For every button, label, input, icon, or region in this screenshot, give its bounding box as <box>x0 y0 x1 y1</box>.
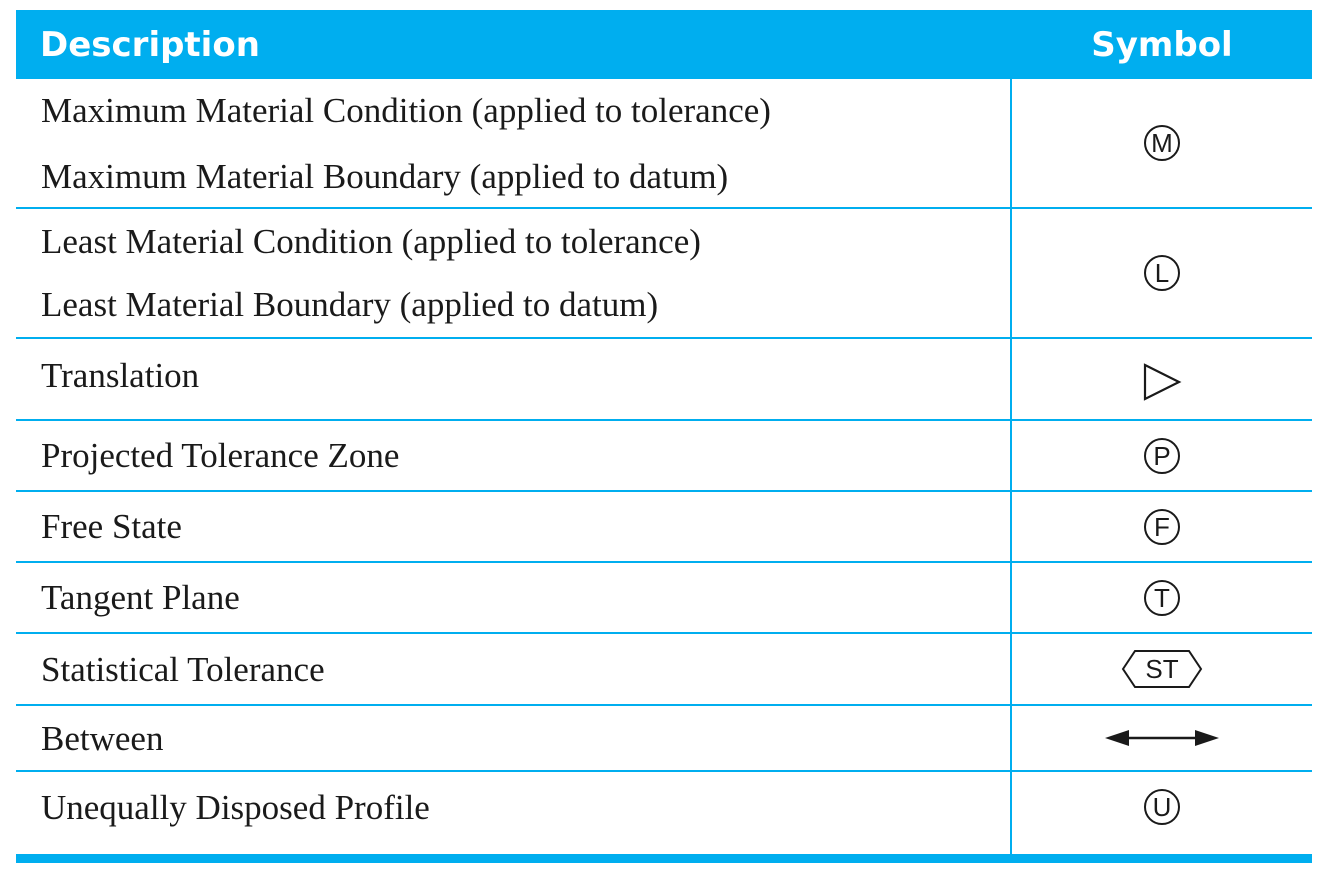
row-description <box>16 634 1012 704</box>
table-row <box>16 421 1312 492</box>
table-row <box>16 563 1312 634</box>
double-arrow-icon <box>1105 727 1219 749</box>
table-row <box>16 209 1312 339</box>
row-description <box>16 421 1012 490</box>
row-description <box>16 492 1012 561</box>
table-row <box>16 492 1312 563</box>
table-row <box>16 772 1312 854</box>
row-text: Statistical Tolerance <box>41 649 325 689</box>
row-text: Translation <box>41 355 200 395</box>
row-symbol <box>1012 772 1312 854</box>
table-row <box>16 79 1312 209</box>
row-description <box>16 79 1012 207</box>
row-description <box>16 339 1012 419</box>
row-text: Tangent Plane <box>41 578 240 617</box>
header-symbol: Symbol <box>1091 24 1233 65</box>
row-symbol <box>1012 492 1312 561</box>
row-text: Between <box>41 718 164 758</box>
row-description <box>16 563 1012 632</box>
table-row <box>16 339 1312 421</box>
table-row <box>16 634 1312 706</box>
circled-t-icon: T <box>1144 580 1180 616</box>
row-symbol <box>1012 209 1312 337</box>
row-description <box>16 209 1012 337</box>
row-text: Maximum Material Condition (applied to tolerance) <box>41 90 771 130</box>
table-header <box>16 10 1312 79</box>
symbols-table <box>16 10 1312 863</box>
circled-l-icon: L <box>1144 255 1180 291</box>
row-description <box>16 772 1012 854</box>
row-text: Projected Tolerance Zone <box>41 436 400 475</box>
row-text: Least Material Boundary (applied to datum) <box>41 285 659 324</box>
table-row <box>16 706 1312 772</box>
statistical-tolerance-label: ST <box>1145 653 1179 684</box>
row-symbol <box>1012 79 1312 207</box>
row-text: Maximum Material Boundary (applied to datum) <box>41 156 729 196</box>
circled-u-icon: U <box>1144 789 1180 825</box>
statistical-tolerance-icon <box>1121 649 1203 689</box>
circled-p-icon: P <box>1144 438 1180 474</box>
circled-f-icon: F <box>1144 509 1180 545</box>
circled-m-icon: M <box>1144 125 1180 161</box>
row-symbol <box>1012 339 1312 419</box>
row-symbol <box>1012 421 1312 490</box>
row-description <box>16 706 1012 770</box>
header-description: Description <box>40 24 260 65</box>
row-text: Free State <box>41 507 182 546</box>
row-symbol <box>1012 563 1312 632</box>
translation-triangle-icon <box>1142 362 1182 402</box>
row-symbol <box>1012 634 1312 704</box>
row-text: Unequally Disposed Profile <box>41 787 430 827</box>
row-text: Least Material Condition (applied to tolerance) <box>41 222 701 261</box>
row-symbol <box>1012 706 1312 770</box>
